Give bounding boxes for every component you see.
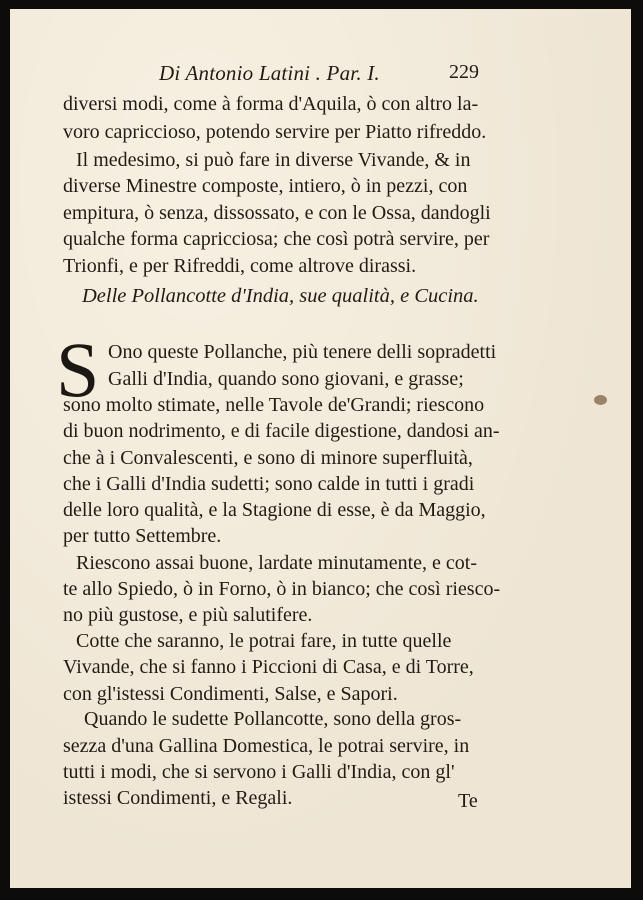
- text-line: che à i Convalescenti, e sono di minore superfluità,: [63, 447, 473, 469]
- text-line: che i Galli d'India sudetti; sono calde in tutti i gradi: [63, 473, 475, 495]
- text-line: diverse Minestre composte, intiero, ò in pezzi, con: [63, 175, 468, 197]
- text-line: delle loro qualità, e la Stagione di esse, è da Maggio,: [63, 499, 486, 521]
- running-head: [10, 61, 631, 91]
- text-line: istessi Condimenti, e Regali.: [63, 787, 293, 809]
- text-line: diversi modi, come à forma d'Aquila, ò con altro la-: [63, 93, 479, 115]
- text-line: di buon nodrimento, e di facile digestione, dandosi an-: [63, 420, 500, 442]
- running-title: Di Antonio Latini . Par. I.: [159, 61, 380, 85]
- ink-blot: [594, 395, 607, 405]
- text-line: Il medesimo, si può fare in diverse Vivande, & in: [76, 149, 471, 171]
- text-line: empitura, ò senza, dissossato, e con le Ossa, dandogli: [63, 202, 491, 224]
- text-line: Ono queste Pollanche, più tenere delli sopradetti: [108, 341, 497, 363]
- text-line: no più gustose, e più salutifere.: [63, 604, 313, 626]
- text-line: te allo Spiedo, ò in Forno, ò in bianco; che così riesco-: [63, 578, 501, 600]
- text-line: Quando le sudette Pollancotte, sono della gros-: [84, 708, 462, 730]
- section-heading: Delle Pollancotte d'India, sue qualità, e Cucina.: [82, 285, 479, 307]
- page-number: 229: [449, 61, 479, 83]
- drop-cap: S: [56, 326, 100, 413]
- text-line: Galli d'India, quando sono giovani, e grasse;: [108, 368, 464, 390]
- catchword: Te: [458, 790, 478, 812]
- text-line: Trionfi, e per Rifreddi, come altrove dirassi.: [63, 255, 417, 277]
- text-line: tutti i modi, che si servono i Galli d'India, con gl': [63, 761, 455, 783]
- text-line: sono molto stimate, nelle Tavole de'Grandi; riescono: [63, 394, 485, 416]
- text-line: con gl'istessi Condimenti, Salse, e Sapori.: [63, 683, 398, 705]
- text-line: sezza d'una Gallina Domestica, le potrai servire, in: [63, 735, 470, 757]
- text-line: Riescono assai buone, lardate minutamente, e cot-: [76, 552, 477, 574]
- text-line: Cotte che saranno, le potrai fare, in tutte quelle: [76, 630, 452, 652]
- text-line: qualche forma capricciosa; che così potrà servire, per: [63, 228, 490, 250]
- text-line: Vivande, che si fanno i Piccioni di Casa, e di Torre,: [63, 656, 474, 678]
- text-line: per tutto Settembre.: [63, 525, 222, 547]
- book-page: [10, 9, 631, 888]
- text-line: voro capriccioso, potendo servire per Piatto rifreddo.: [63, 121, 487, 143]
